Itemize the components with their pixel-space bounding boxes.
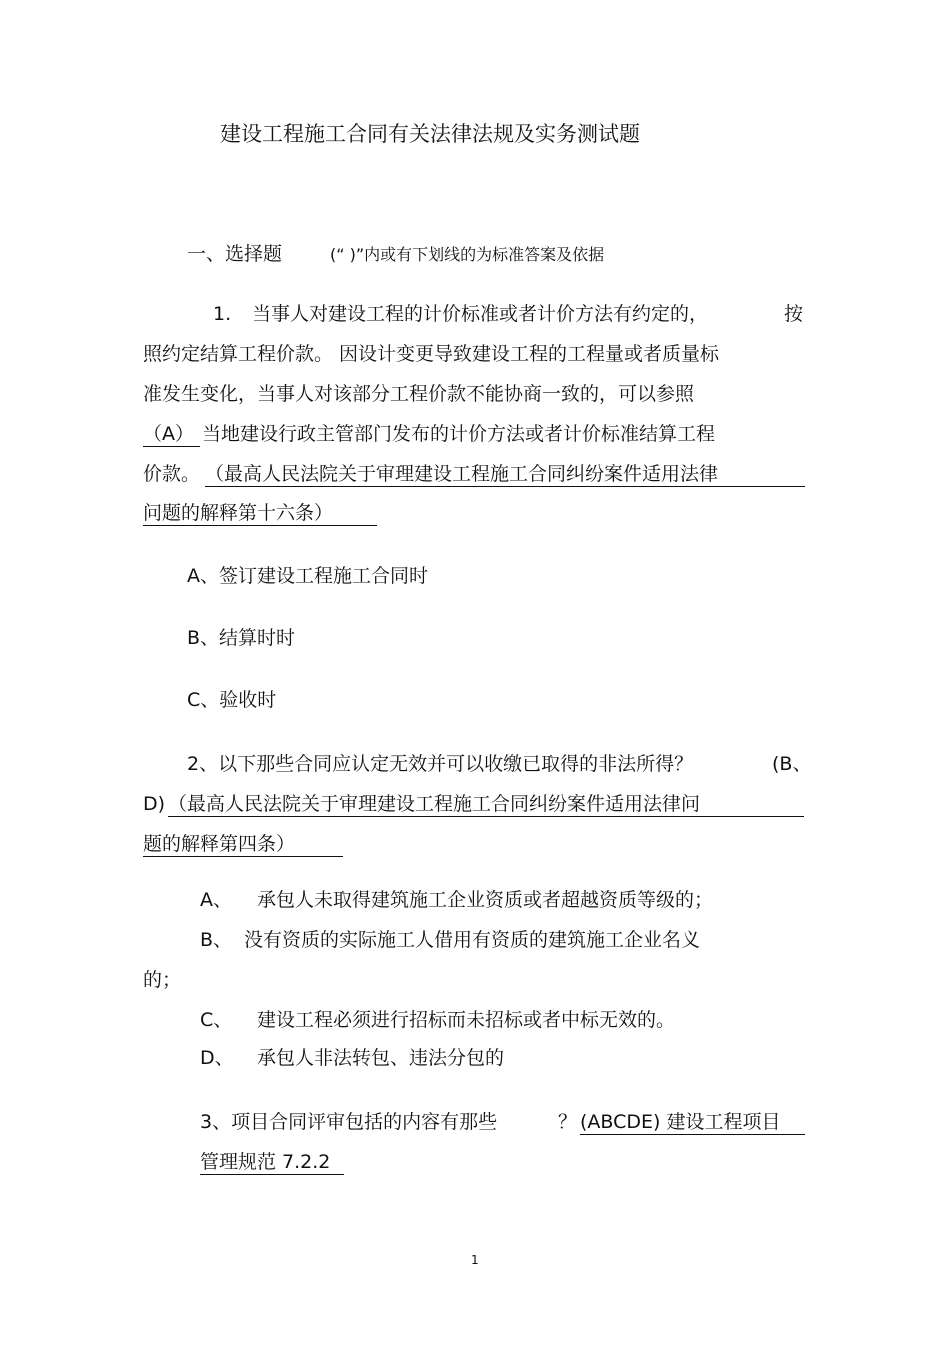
q2-option-a-label: A、 — [200, 889, 232, 911]
q3-question-mark: ？ — [558, 1111, 578, 1133]
q2-basis-line-2: 题的解释第四条） — [143, 833, 296, 855]
q2-option-c-label: C、 — [200, 1009, 233, 1031]
q1-answer-underline — [143, 446, 200, 447]
q2-basis-line-1: （最高人民法院关于审理建设工程施工合同纠纷案件适用法律问 — [168, 793, 701, 815]
q2-option-b-label: B、 — [200, 929, 233, 951]
q2-option-c-text: 建设工程必须进行招标而未招标或者中标无效的。 — [257, 1009, 676, 1031]
q2-line-1-end: (B、 — [772, 753, 812, 775]
q1-option-b: B、结算时时 — [187, 627, 296, 649]
page-number: 1 — [471, 1253, 479, 1267]
q1-line-5-prefix: 价款。 — [143, 463, 201, 485]
q2-line-1: 2、以下那些合同应认定无效并可以收缴已取得的非法所得？ — [187, 753, 694, 775]
q1-basis-underline-1 — [205, 486, 805, 487]
q1-line-2: 照约定结算工程价款。 因设计变更导致建设工程的工程量或者质量标 — [143, 343, 720, 365]
section-heading: 一、选择题 — [187, 243, 283, 265]
q1-basis-line-1: （最高人民法院关于审理建设工程施工合同纠纷案件适用法律 — [205, 463, 719, 485]
q3-basis-underline-1 — [580, 1134, 805, 1135]
q2-answer: D) — [143, 793, 166, 815]
q3-basis-line-1: (ABCDE) 建设工程项目 — [580, 1111, 781, 1133]
q1-line-4: 当地建设行政主管部门发布的计价方法或者计价标准结算工程 — [202, 423, 716, 445]
q1-line-1-end: 按 — [784, 303, 804, 325]
page-title: 建设工程施工合同有关法律法规及实务测试题 — [220, 122, 640, 146]
q3-basis-underline-2 — [200, 1174, 344, 1175]
q3-basis-line-2: 管理规范 7.2.2 — [200, 1151, 331, 1173]
q2-option-a-text: 承包人未取得建筑施工企业资质或者超越资质等级的； — [257, 889, 714, 911]
q2-basis-underline-1 — [168, 816, 804, 817]
q1-line-3: 准发生变化，当事人对该部分工程价款不能协商一致的，可以参照 — [143, 383, 695, 405]
q1-option-a: A、签订建设工程施工合同时 — [187, 565, 428, 587]
q1-answer: （A） — [143, 423, 194, 445]
q2-basis-underline-2 — [143, 856, 343, 857]
q1-basis-underline-2 — [143, 525, 377, 526]
q2-option-b-text: 没有资质的实际施工人借用有资质的建筑施工企业名义 — [244, 929, 701, 951]
q1-number: 1. — [213, 303, 232, 325]
q3-line-1: 3、项目合同评审包括的内容有那些 — [200, 1111, 498, 1133]
q2-option-d-text: 承包人非法转包、违法分包的 — [257, 1047, 505, 1069]
q2-option-b-cont: 的； — [143, 969, 182, 991]
q1-option-c: C、验收时 — [187, 689, 277, 711]
q2-option-d-label: D、 — [200, 1047, 234, 1069]
q1-basis-line-2: 问题的解释第十六条） — [143, 502, 334, 524]
section-note: (“ )”内或有下划线的为标准答案及依据 — [330, 245, 605, 264]
q1-line-1: 当事人对建设工程的计价标准或者计价方法有约定的， — [252, 303, 709, 325]
